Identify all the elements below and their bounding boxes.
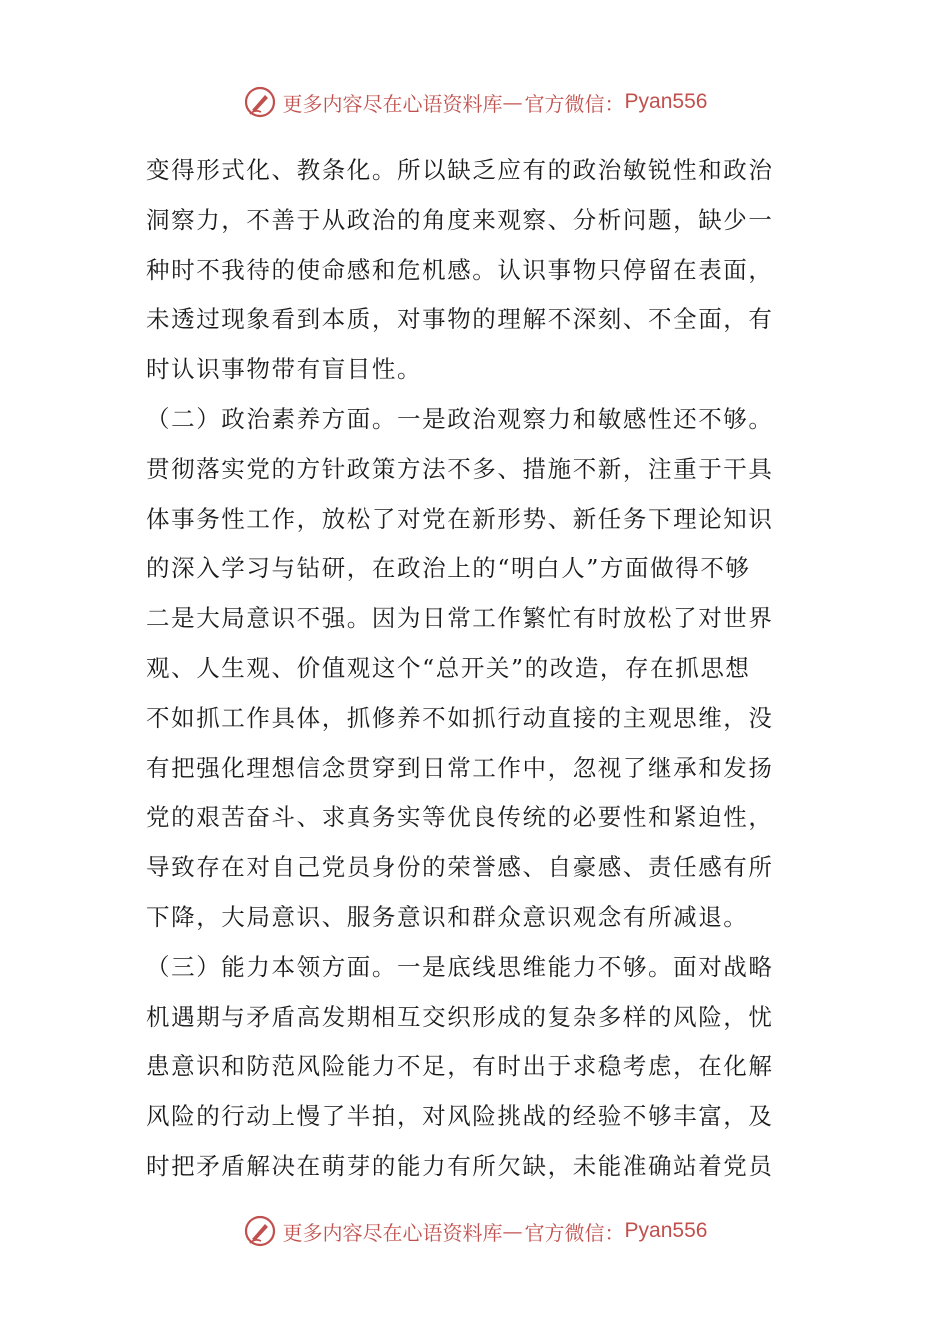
watermark-brand: 更多内容尽在心语资料库 <box>282 91 503 116</box>
text-line: 变得形式化、教条化。所以缺乏应有的政治敏锐性和政治 <box>146 156 774 184</box>
text-line: 的深入学习与钻研，在政治上的“明白人”方面做得不够 <box>146 554 751 583</box>
pen-circle-logo-icon <box>243 1214 277 1248</box>
watermark-wechat-id: Pyan556 <box>624 1219 708 1242</box>
watermark-dash: — <box>502 1219 523 1243</box>
watermark-brand: 更多内容尽在心语资料库 <box>282 1220 503 1245</box>
footer-watermark <box>0 1209 950 1253</box>
text-line: 时认识事物带有盲目性。 <box>146 355 423 384</box>
text-line: 风险的行动上慢了半拍，对风险挑战的经验不够丰富，及 <box>146 1102 774 1131</box>
watermark-dash: — <box>502 90 523 114</box>
text-line: 二是大局意识不强。因为日常工作繁忙有时放松了对世界 <box>146 604 774 633</box>
text-line: 洞察力，不善于从政治的角度来观察、分析问题，缺少一 <box>146 205 774 234</box>
text-line: 机遇期与矛盾高发期相互交织形成的复杂多样的风险，忧 <box>146 1002 774 1031</box>
text-line: 时把矛盾解决在萌芽的能力有所欠缺，未能准确站着党员 <box>146 1151 774 1180</box>
text-line: 种时不我待的使命感和危机感。认识事物只停留在表面， <box>146 255 774 284</box>
text-line: 下降，大局意识、服务意识和群众意识观念有所减退。 <box>146 902 749 931</box>
text-line: 不如抓工作具体，抓修养不如抓行动直接的主观思维，没 <box>146 703 774 732</box>
watermark-wechat-label: 官方微信： <box>524 1220 625 1245</box>
header-watermark <box>0 80 950 124</box>
text-line: 贯彻落实党的方针政策方法不多、措施不新，注重于干具 <box>146 454 774 483</box>
text-line: 患意识和防范风险能力不足，有时出于求稳考虑，在化解 <box>146 1052 774 1081</box>
document-body <box>146 146 806 1192</box>
text-line: 体事务性工作，放松了对党在新形势、新任务下理论知识 <box>146 504 774 533</box>
text-line: 有把强化理想信念贯穿到日常工作中，忽视了继承和发扬 <box>146 753 774 782</box>
section-heading-line: （二）政治素养方面。一是政治观察力和敏感性还不够。 <box>146 404 774 433</box>
text-line: 党的艰苦奋斗、求真务实等优良传统的必要性和紧迫性， <box>146 803 774 832</box>
watermark-wechat-label: 官方微信： <box>524 91 625 116</box>
text-line: 导致存在对自己党员身份的荣誉感、自豪感、责任感有所 <box>146 853 774 882</box>
text-line: 观、人生观、价值观这个“总开关”的改造，存在抓思想 <box>146 653 751 682</box>
pen-circle-logo-icon <box>243 85 277 119</box>
watermark-wechat-id: Pyan556 <box>624 90 708 113</box>
section-heading-line: （三）能力本领方面。一是底线思维能力不够。面对战略 <box>146 952 774 981</box>
text-line: 未透过现象看到本质，对事物的理解不深刻、不全面，有 <box>146 305 774 334</box>
